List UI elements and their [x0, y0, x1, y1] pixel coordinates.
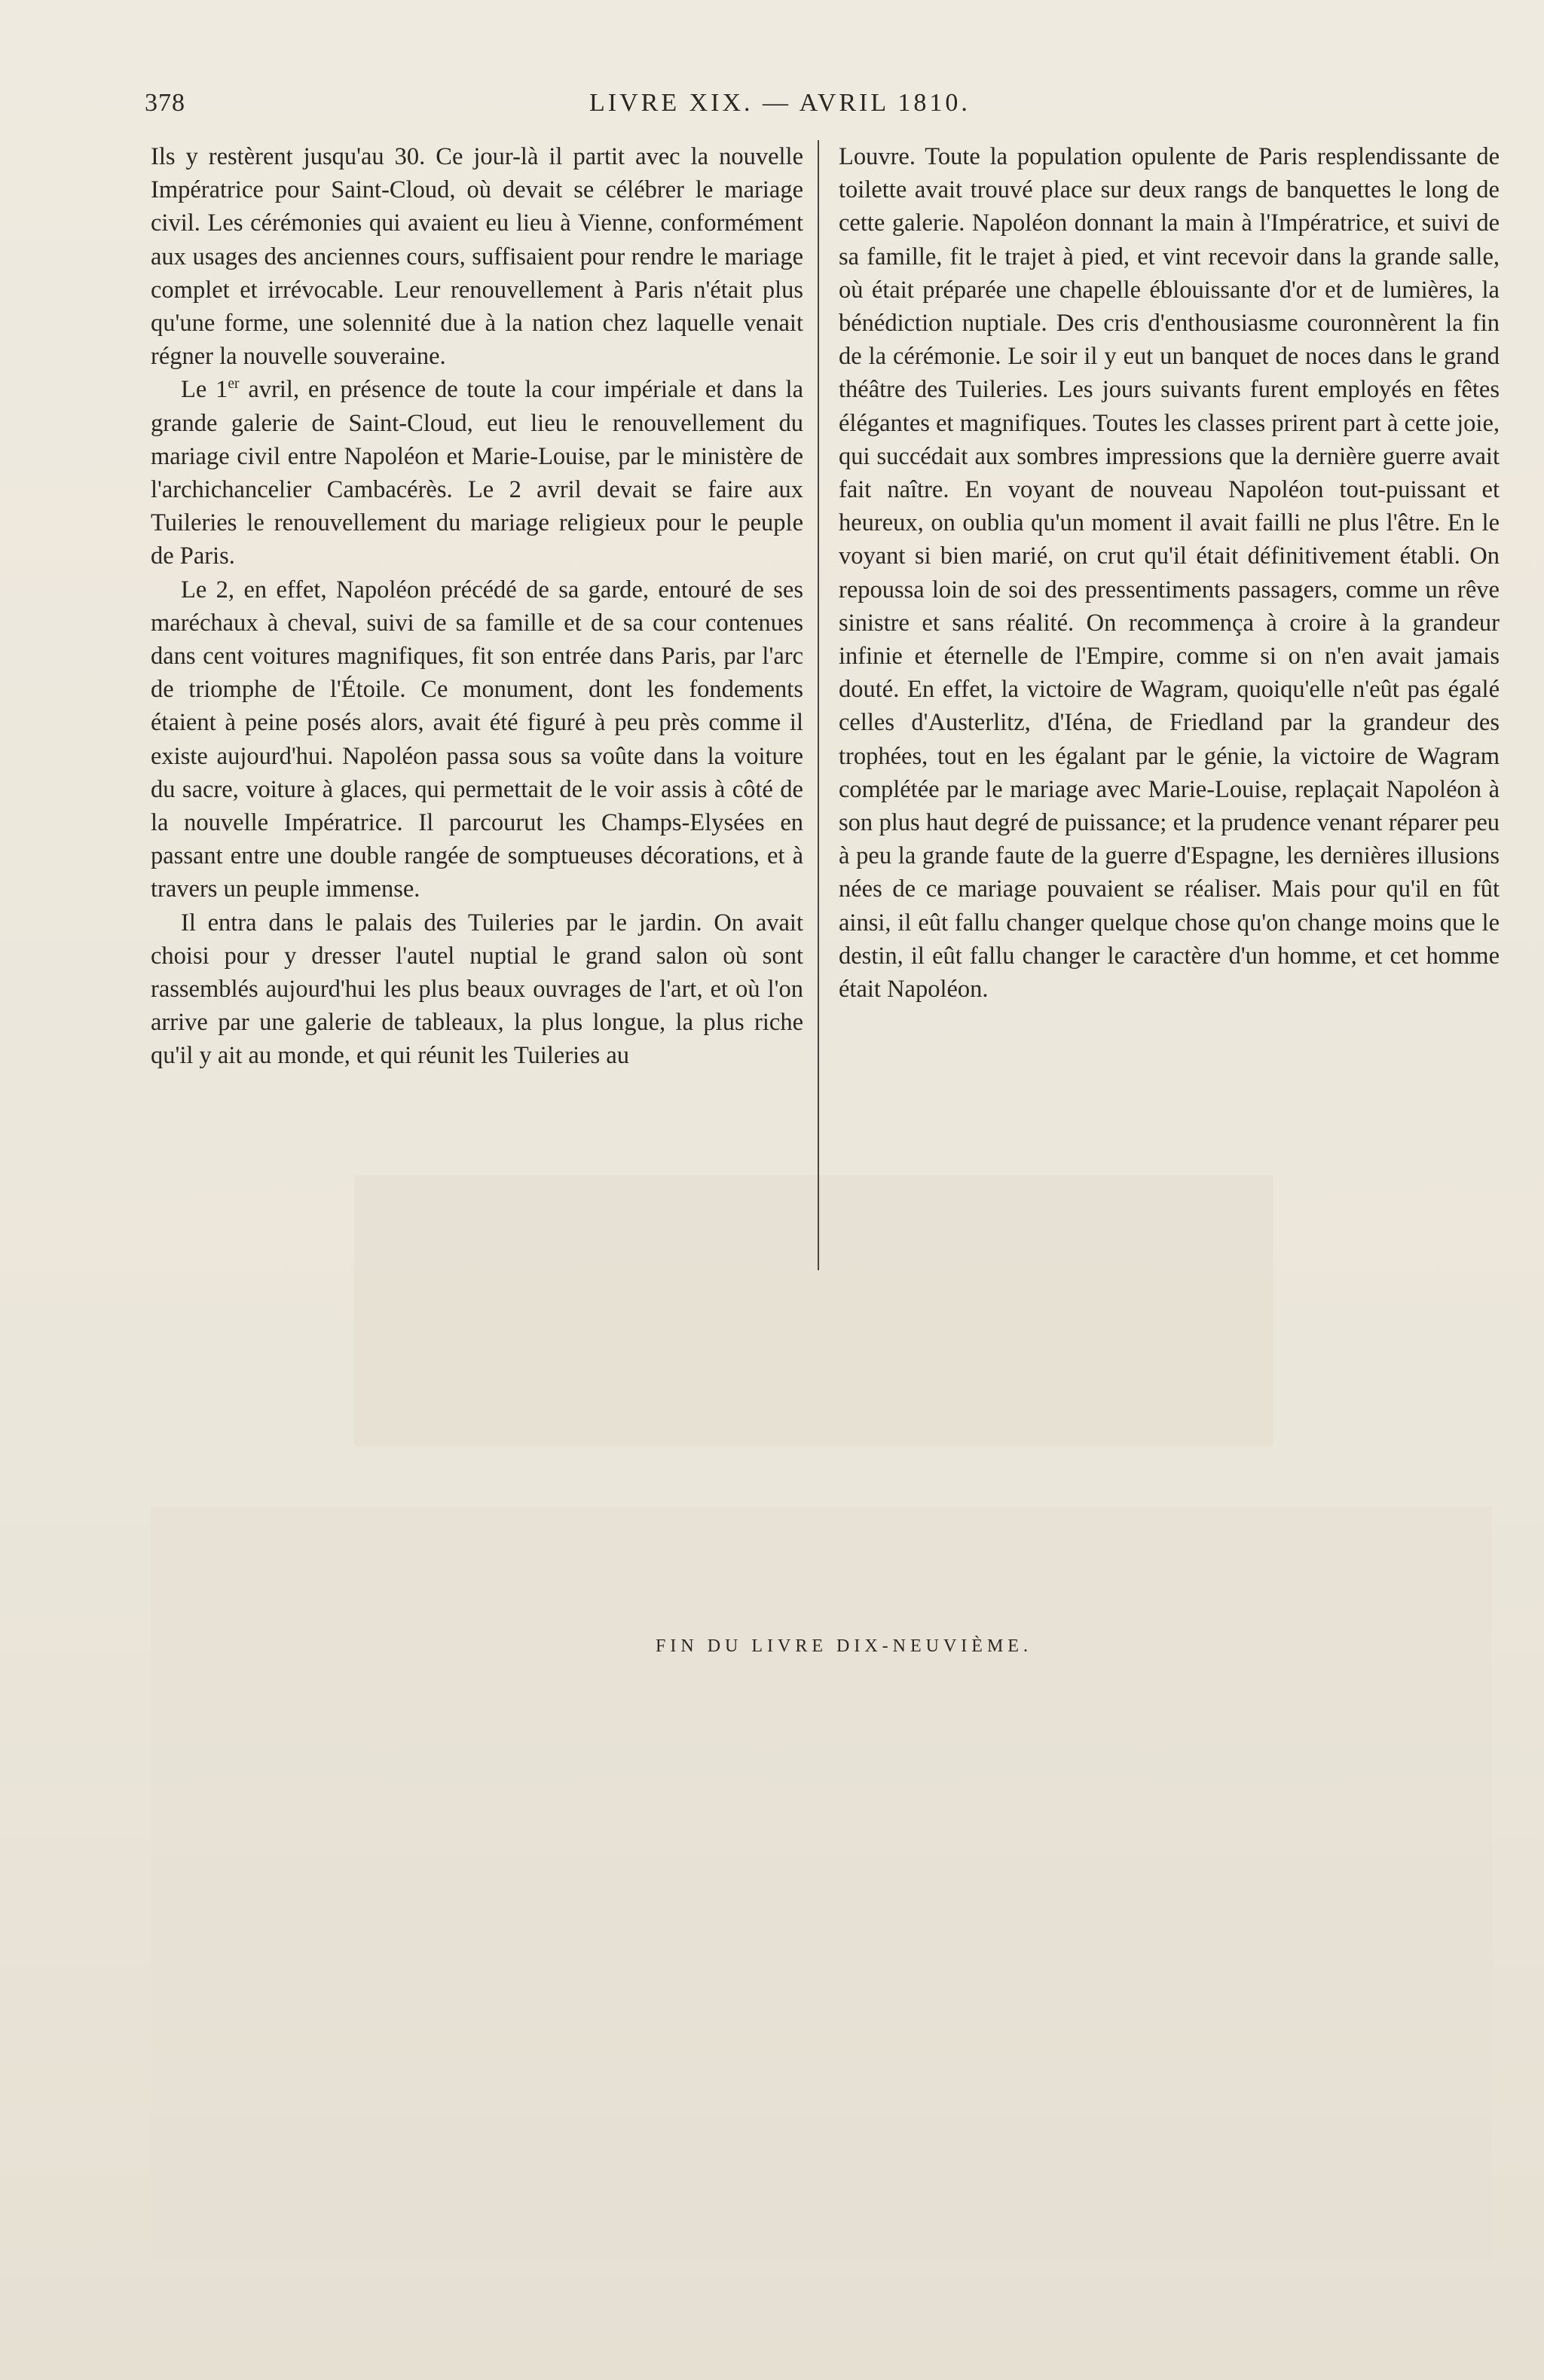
end-of-book-note: FIN DU LIVRE DIX-NEUVIÈME. — [656, 1636, 1032, 1656]
paragraph: Le 2, en effet, Napoléon précédé de sa garde, entouré de ses maréchaux à cheval, suivi de sa famille et de sa cour contenues dans cent voitures magnifiques, fit son entrée dans Paris, par l'arc de triomphe de l'Étoile. Ce monument, dont les fondements étaient à peine posés alors, avait été figuré à peu près comme il existe aujourd'hui. Napoléon passa sous sa voûte dans la voiture du sacre, voiture à glaces, qui permettait de le voir assis à côté de la nouvelle Impératrice. Il parcourut les Champs-Elysées en passant entre une double rangée de somptueuses décorations, et à travers un peuple immense. — [151, 576, 803, 903]
bleed-through-text-area — [151, 1507, 1492, 2260]
paragraph — [151, 373, 803, 573]
bleed-through-shadow — [354, 1175, 1273, 1447]
paragraph: Il entra dans le palais des Tuileries par le jardin. On avait choisi pour y dresser l'autel nuptial le grand salon où sont rassemblés aujourd'hui les plus beaux ouvrages de l'art, et où l'on arrive par une galerie de tableaux, la plus longue, la plus riche qu'il y ait au monde, et qui réunit les Tuileries au — [151, 909, 803, 1070]
running-title: LIVRE XIX. — AVRIL 1810. — [589, 89, 971, 117]
paragraph-text-start: Le 1 — [181, 376, 228, 404]
page-header — [145, 81, 1066, 134]
paragraph-text-end: avril, en présence de toute la cour impériale et dans la grande galerie de Saint-Cloud, eut lieu le renouvellement du mariage civil entre Napoléon et Marie-Louise, par le ministère de l'archichancelier Cambacérès. Le 2 avril devait se faire aux Tuileries le renouvellement du mariage religieux pour le peuple de Paris. — [151, 376, 804, 570]
right-column — [839, 140, 1500, 1006]
paragraph: Louvre. Toute la population opulente de Paris resplendissante de toilette avait trouvé place sur deux rangs de banquettes le long de cette galerie. Napoléon donnant la main à l'Impératrice, et suivi de sa famille, fit le trajet à pied, et vint recevoir dans la grande salle, où était préparée une chapelle éblouissante d'or et de lumières, la bénédiction nuptiale. Des cris d'enthousiasme couronnèrent la fin de la cérémonie. Le soir il y eut un banquet de noces dans le grand théâtre des Tuileries. Les jours suivants furent employés en fêtes élégantes et magnifiques. Toutes les classes prirent part à cette joie, qui succédait aux sombres impressions que la dernière guerre avait fait naître. En voyant de nouveau Napoléon tout-puissant et heureux, on oublia qu'un moment il avait failli ne plus l'être. En le voyant si bien marié, on crut qu'il était définitivement établi. On repoussa loin de soi des pressentiments passagers, comme un rêve sinistre et sans réalité. On recommença à croire à la grandeur infinie et éternelle de l'Empire, comme si on n'en avait jamais douté. En effet, la victoire de Wagram, quoiqu'elle n'eût pas égalé celles d'Austerlitz, d'Iéna, de Friedland par la grandeur des trophées, tout en les égalant par le génie, la victoire de Wagram complétée par le mariage avec Marie-Louise, replaçait Napoléon à son plus haut degré de puissance; et la prudence venant réparer peu à peu la grande faute de la guerre d'Espagne, les dernières illusions nées de ce mariage pouvaient se réaliser. Mais pour qu'il en fût ainsi, il eût fallu changer quelque chose qu'on change moins que le destin, il eût fallu changer le caractère d'un homme, et cet homme était Napoléon. — [839, 143, 1500, 1004]
column-divider-rule — [818, 140, 819, 1270]
left-column — [151, 140, 803, 1073]
paragraph: Ils y restèrent jusqu'au 30. Ce jour-là il partit avec la nouvelle Impératrice pour Saint-Cloud, où devait se célébrer le mariage civil. Les cérémonies qui avaient eu lieu à Vienne, conformément aux usages des anciennes cours, suffisaient pour rendre le mariage complet et irrévocable. Leur renouvellement à Paris n'était plus qu'une forme, une solennité due à la nation chez laquelle venait régner la nouvelle souveraine. — [151, 143, 803, 371]
page-number: 378 — [145, 89, 185, 117]
ordinal-superscript: er — [228, 376, 240, 393]
